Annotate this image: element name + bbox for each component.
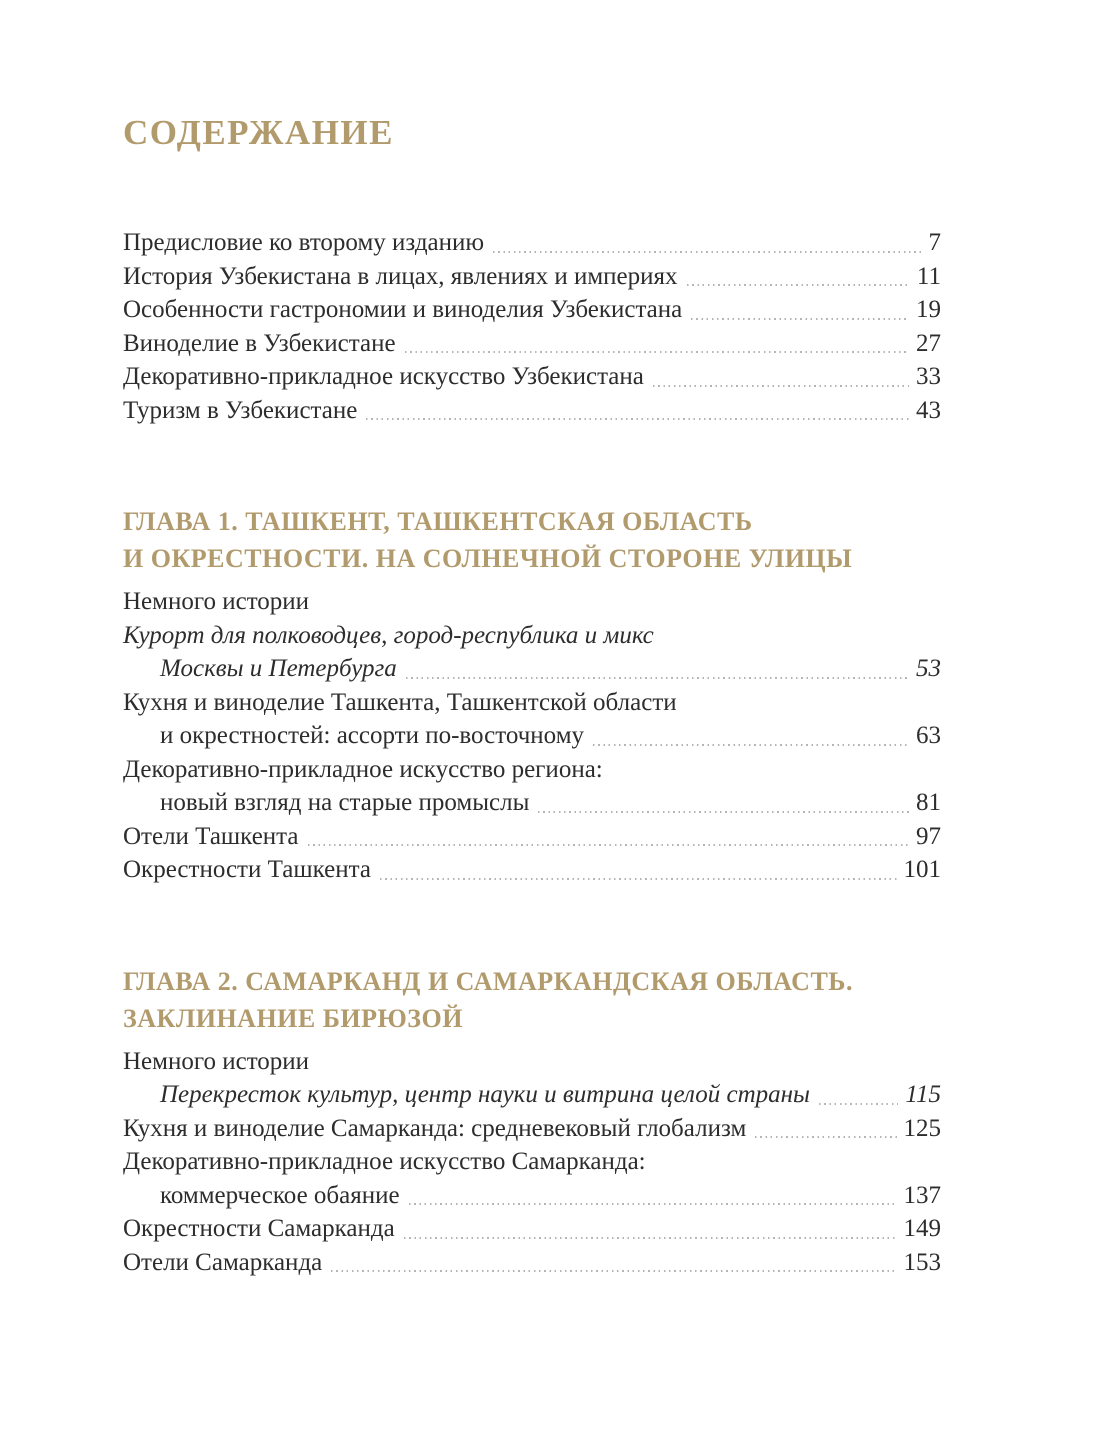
chapter-2-heading-line-2: ЗАКЛИНАНИЕ БИРЮЗОЙ — [123, 1003, 463, 1033]
toc-row — [123, 719, 941, 753]
toc-row — [123, 619, 941, 653]
toc-row — [123, 1246, 941, 1280]
toc-entry-label: Немного истории — [123, 1047, 310, 1075]
toc-entry-page: 125 — [903, 1114, 941, 1142]
chapter-1-heading-line-2: И ОКРЕСТНОСТИ. НА СОЛНЕЧНОЙ СТОРОНЕ УЛИЦЫ — [123, 544, 853, 573]
dot-leader — [366, 418, 909, 420]
toc-row — [123, 585, 941, 619]
dot-leader — [308, 844, 909, 846]
toc-entry-page: 81 — [916, 789, 941, 816]
toc-row — [123, 1212, 941, 1246]
toc-entry-label: Перекресток культур, центр науки и витрина целой страны — [160, 1081, 810, 1108]
toc-row — [123, 327, 941, 361]
toc-entry-page: 33 — [916, 363, 941, 390]
toc-row — [123, 260, 941, 294]
dot-leader — [380, 878, 897, 880]
chapter-2-section — [123, 963, 941, 1280]
toc-entry-label: Предисловие ко второму изданию — [123, 229, 485, 256]
toc-entry-label: новый взгляд на старые промыслы — [160, 789, 530, 816]
chapter-2-heading — [123, 963, 941, 1037]
frontmatter-list — [123, 226, 941, 427]
toc-row — [123, 853, 941, 887]
chapter-1-list — [123, 585, 941, 887]
toc-entry-page: 149 — [903, 1215, 941, 1242]
toc-entry-page: 97 — [916, 822, 941, 850]
toc-entry-page: 115 — [905, 1081, 941, 1108]
toc-entry-page: 153 — [903, 1248, 941, 1276]
toc-entry-page: 11 — [916, 262, 941, 290]
dot-leader — [819, 1103, 898, 1105]
chapter-1-section — [123, 503, 941, 887]
toc-entry-label: Виноделие в Узбекистане — [123, 329, 396, 357]
toc-entry-label: Декоративно-прикладное искусство Самарканда: — [123, 1148, 646, 1175]
toc-entry-page: 137 — [903, 1181, 941, 1209]
toc-entry-label: Декоративно-прикладное искусство Узбекистана — [123, 363, 644, 390]
toc-row — [123, 360, 941, 394]
toc-entry-label: Курорт для полководцев, город-республика и микс — [123, 621, 654, 649]
toc-row — [123, 753, 941, 787]
toc-row — [123, 786, 941, 820]
toc-entry-page: 19 — [916, 296, 941, 323]
toc-entry-label: Особенности гастрономии и виноделия Узбекистана — [123, 296, 683, 323]
toc-row — [123, 1045, 941, 1079]
chapter-2-heading-line-1: ГЛАВА 2. САМАРКАНД И САМАРКАНДСКАЯ ОБЛАСТЬ. — [123, 966, 853, 996]
dot-leader — [405, 351, 909, 353]
dot-leader — [687, 284, 910, 286]
toc-row — [123, 820, 941, 854]
chapter-1-heading-line-1: ГЛАВА 1. ТАШКЕНТ, ТАШКЕНТСКАЯ ОБЛАСТЬ — [123, 507, 753, 536]
toc-entry-label: Окрестности Ташкента — [123, 856, 371, 883]
toc-row — [123, 394, 941, 428]
toc-row — [123, 1112, 941, 1146]
toc-entry-label: и окрестностей: ассорти по-восточному — [160, 722, 585, 749]
toc-row — [123, 686, 941, 720]
toc-entry-page: 7 — [928, 229, 941, 256]
toc-row — [123, 1078, 941, 1112]
toc-entry-label: коммерческое обаяние — [160, 1181, 400, 1209]
toc-entry-label: Туризм в Узбекистане — [123, 396, 358, 424]
dot-leader — [593, 744, 909, 746]
toc-entry-label: Отели Самарканда — [123, 1248, 323, 1276]
dot-leader — [538, 811, 909, 813]
toc-entry-label: Кухня и виноделие Самарканда: средневековый глобализм — [123, 1114, 747, 1142]
toc-entry-label: Отели Ташкента — [123, 822, 299, 850]
page-title: СОДЕРЖАНИЕ — [123, 113, 395, 152]
chapter-1-heading — [123, 503, 941, 577]
toc-entry-label: Окрестности Самарканда — [123, 1215, 395, 1242]
dot-leader — [404, 1237, 897, 1239]
chapter-2-list — [123, 1045, 941, 1280]
dot-leader — [406, 677, 909, 679]
toc-entry-label: История Узбекистана в лицах, явлениях и империях — [123, 262, 678, 290]
toc-entry-page: 101 — [903, 856, 941, 883]
toc-row — [123, 293, 941, 327]
dot-leader — [409, 1203, 897, 1205]
dot-leader — [653, 385, 909, 387]
toc-entry-page: 63 — [916, 722, 941, 749]
toc-row — [123, 1145, 941, 1179]
toc-row — [123, 1179, 941, 1213]
toc-entry-page: 43 — [916, 396, 941, 424]
toc-entry-page: 53 — [916, 655, 941, 682]
dot-leader — [691, 318, 909, 320]
toc-entry-label: Москвы и Петербурга — [160, 655, 397, 682]
dot-leader — [331, 1270, 896, 1272]
toc-row — [123, 652, 941, 686]
toc-entry-label: Кухня и виноделие Ташкента, Ташкентской области — [123, 688, 677, 716]
toc-entry-label: Декоративно-прикладное искусство региона: — [123, 755, 603, 783]
dot-leader — [755, 1136, 896, 1138]
toc-entry-label: Немного истории — [123, 588, 310, 615]
toc-row — [123, 226, 941, 260]
dot-leader — [493, 251, 921, 253]
toc-entry-page: 27 — [916, 329, 941, 357]
